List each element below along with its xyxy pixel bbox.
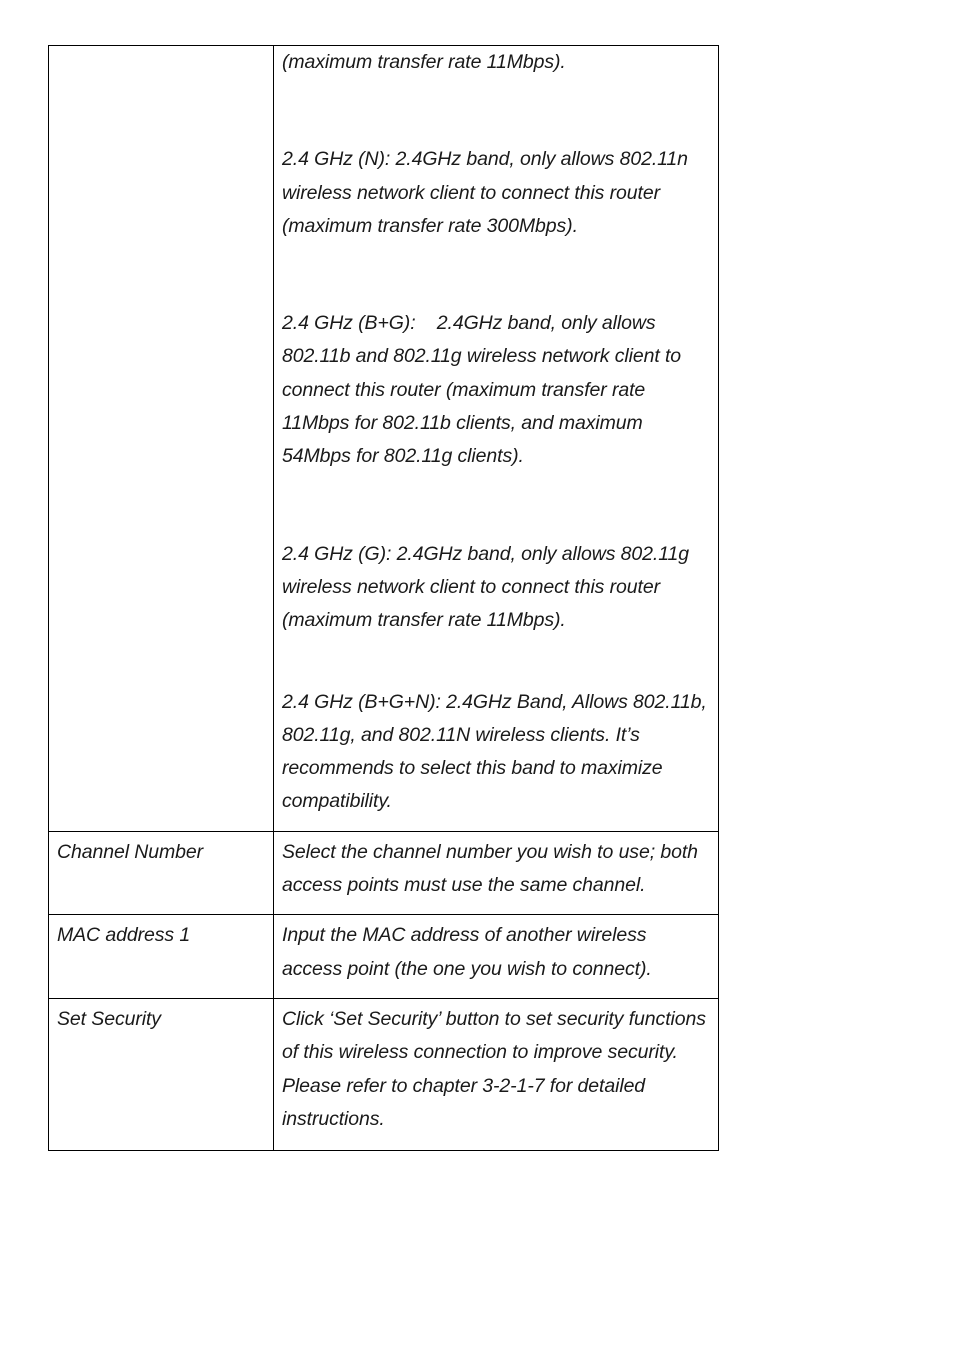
- settings-description-table: [48, 45, 719, 1151]
- table-row-band-continuation: [49, 46, 719, 832]
- band-description-paragraph: 2.4 GHz (N): 2.4GHz band, only allows 802.11n wireless network client to connect this router (maximum transfer rate 300Mbps).: [282, 148, 688, 237]
- row-description: Select the channel number you wish to use; both access points must use the same channel.: [274, 831, 719, 915]
- band-description-paragraph: 2.4 GHz (B+G): 2.4GHz band, only allows 802.11b and 802.11g wireless network client to connect this router (maximum transfer rate 11Mbps for 802.11b clients, and maximum 54Mbps for 802.11g clients).: [282, 312, 687, 468]
- table-row-mac-address: [49, 915, 719, 999]
- table-row-set-security: [49, 998, 719, 1150]
- band-description-paragraph: 2.4 GHz (B+G+N): 2.4GHz Band, Allows 802.11b, 802.11g, and 802.11N wireless clients. It’s recommends to select this band to maximize compatibility.: [282, 690, 707, 813]
- band-label-cell: [49, 46, 274, 832]
- table-row-channel-number: [49, 831, 719, 915]
- row-label: Set Security: [49, 998, 274, 1150]
- row-description: Click ‘Set Security’ button to set security functions of this wireless connection to improve security. Please refer to chapter 3-2-1-7 for detailed instructions.: [274, 998, 719, 1150]
- band-description-cell: [274, 46, 719, 832]
- row-description: Input the MAC address of another wireless access point (the one you wish to connect).: [274, 915, 719, 999]
- band-description-paragraph: (maximum transfer rate 11Mbps).: [282, 51, 566, 73]
- row-label: MAC address 1: [49, 915, 274, 999]
- row-label: Channel Number: [49, 831, 274, 915]
- band-description-paragraph: 2.4 GHz (G): 2.4GHz band, only allows 802.11g wireless network client to connect this router (maximum transfer rate 11Mbps).: [282, 542, 690, 632]
